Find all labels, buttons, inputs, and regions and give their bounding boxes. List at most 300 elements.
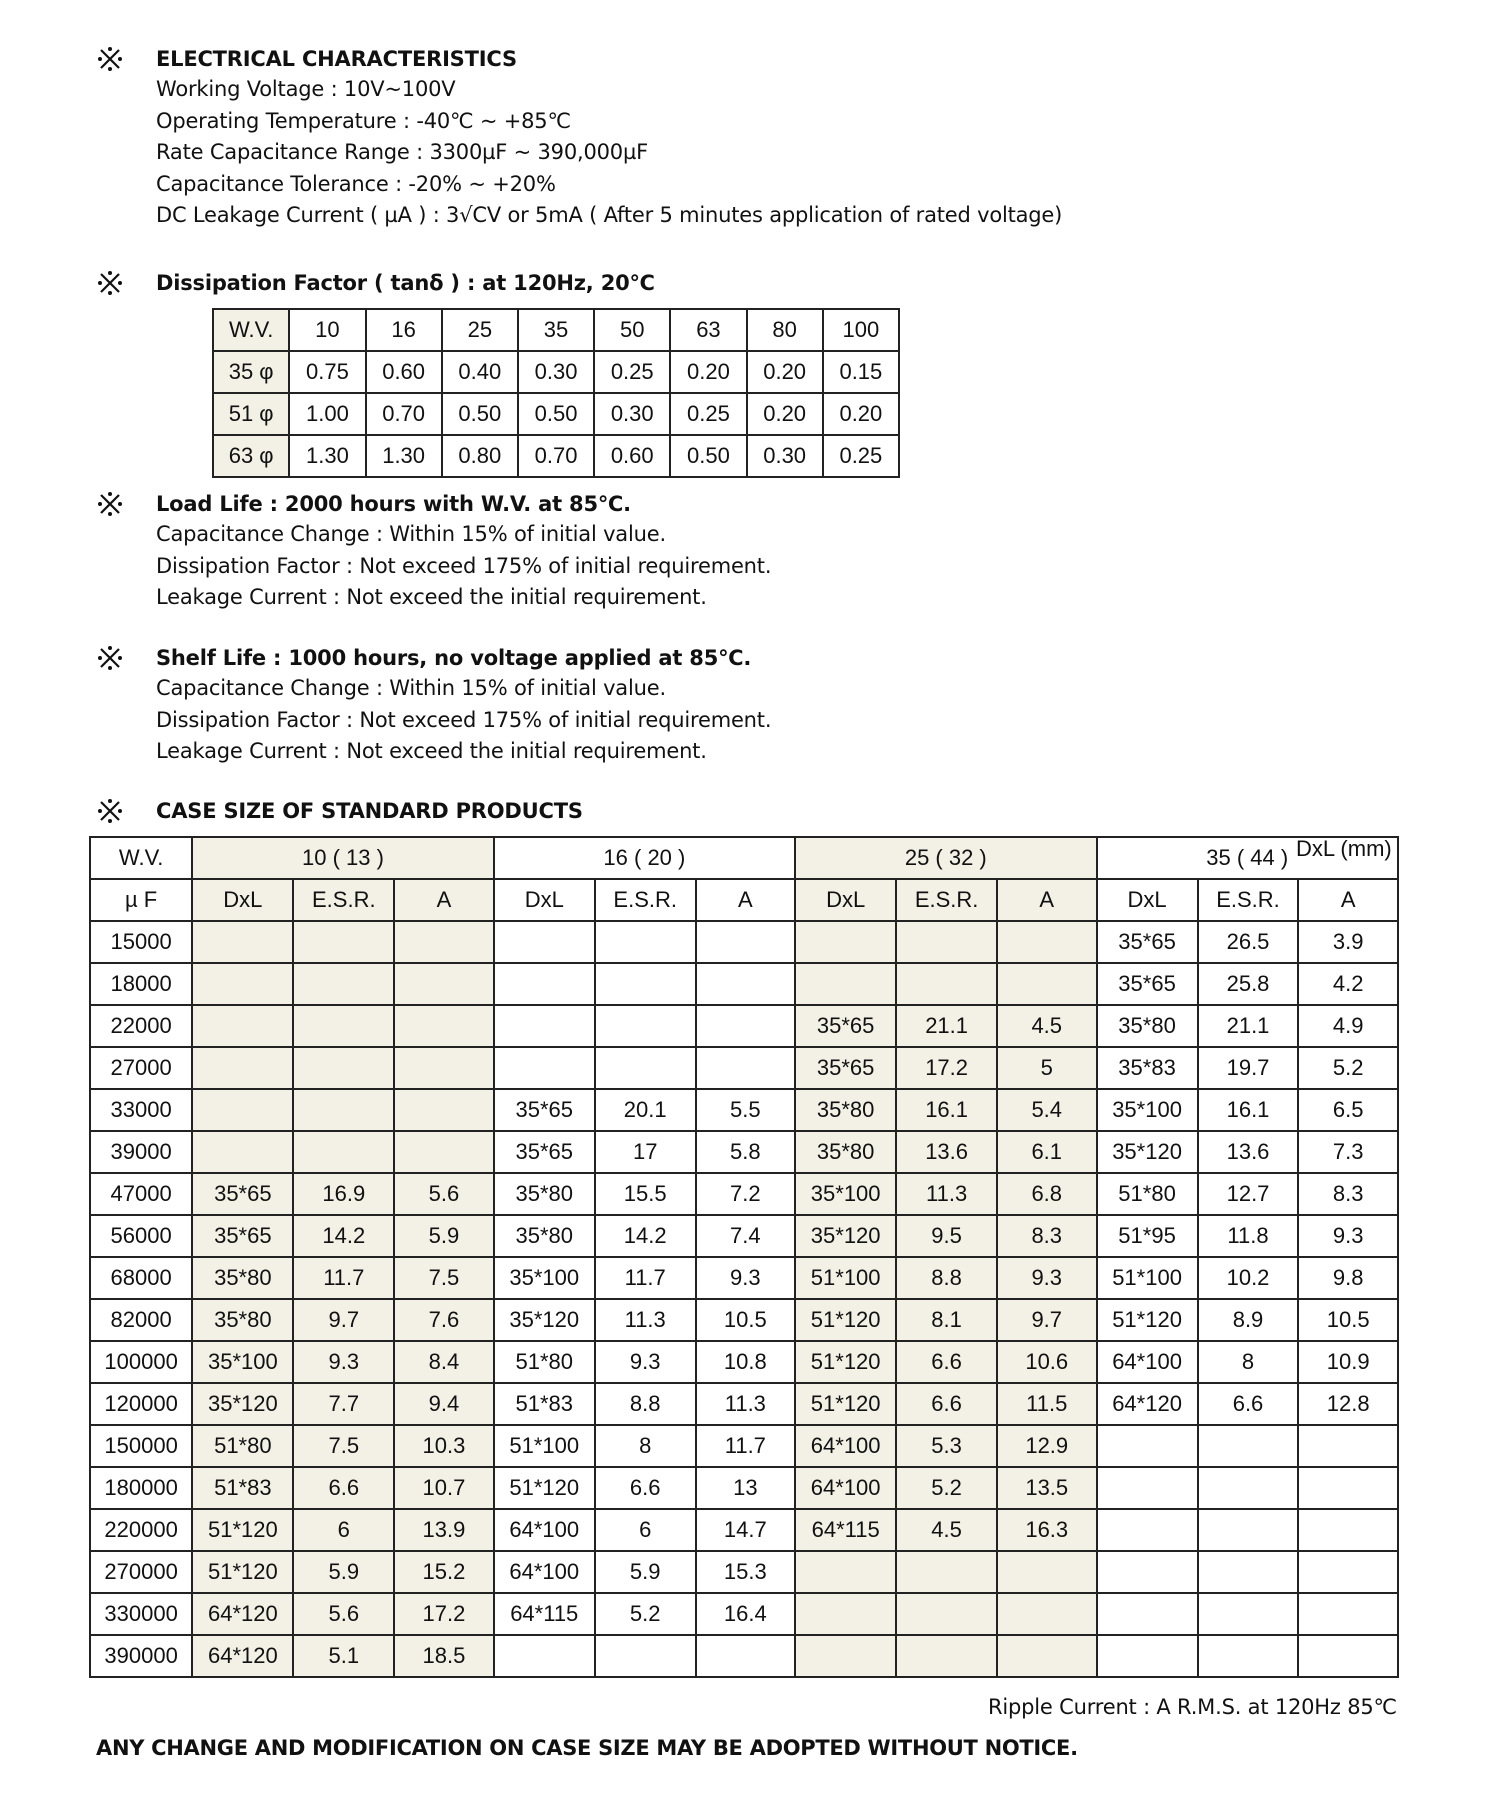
- table-cell: 8.3: [1298, 1173, 1398, 1215]
- table-cell: [997, 963, 1097, 1005]
- table-row: [213, 435, 899, 477]
- table-cell: 64*100: [1097, 1341, 1198, 1383]
- table-cell: 51*100: [795, 1257, 896, 1299]
- table-cell: 20.1: [595, 1089, 696, 1131]
- spec-line: Working Voltage : 10V~100V: [156, 77, 456, 101]
- table-cell: 9.3: [293, 1341, 394, 1383]
- uf-label-cell: µ F: [90, 879, 192, 921]
- table-cell: 35*120: [494, 1299, 595, 1341]
- table-cell: 5.1: [293, 1635, 394, 1677]
- table-cell: 11.8: [1198, 1215, 1299, 1257]
- subheader-cell: DxL: [1097, 879, 1198, 921]
- table-cell: 0.25: [670, 393, 746, 435]
- table-cell: 35 φ: [213, 351, 289, 393]
- table-row: [213, 393, 899, 435]
- spec-line: Capacitance Tolerance : -20% ~ +20%: [156, 171, 556, 196]
- table-cell: 51*83: [494, 1383, 595, 1425]
- table-cell: [293, 1131, 394, 1173]
- table-cell: 17.2: [394, 1593, 494, 1635]
- table-cell: 16.3: [997, 1509, 1097, 1551]
- table-row: [90, 1635, 1398, 1677]
- table-cell: [696, 1635, 796, 1677]
- spec-line: Capacitance Change : Within 15% of initial value.: [156, 676, 666, 700]
- table-cell: 9.7: [293, 1299, 394, 1341]
- subheader-cell: DxL: [192, 879, 293, 921]
- table-cell: 3.9: [1298, 921, 1398, 963]
- table-cell: 35*65: [795, 1005, 896, 1047]
- table-row: [90, 963, 1398, 1005]
- table-cell: [1298, 1593, 1398, 1635]
- spec-line: Rate Capacitance Range : 3300µF ~ 390,000µF: [156, 140, 648, 164]
- table-cell: 51*95: [1097, 1215, 1198, 1257]
- table-cell: 64*100: [795, 1425, 896, 1467]
- table-cell: 0.60: [366, 351, 442, 393]
- table-row: [90, 1593, 1398, 1635]
- table-cell: 51*120: [494, 1467, 595, 1509]
- table-cell: [1298, 1509, 1398, 1551]
- table-row: [90, 1551, 1398, 1593]
- table-row: [90, 1173, 1398, 1215]
- table-cell: [1298, 1467, 1398, 1509]
- table-cell: [997, 921, 1097, 963]
- table-cell: 35*80: [795, 1089, 896, 1131]
- subheader-cell: DxL: [494, 879, 595, 921]
- table-cell: [494, 1635, 595, 1677]
- table-row: [213, 351, 899, 393]
- table-cell: [896, 921, 997, 963]
- shelf-life-heading: Shelf Life : 1000 hours, no voltage applied at 85℃.: [156, 646, 752, 670]
- table-cell: 14.2: [595, 1215, 696, 1257]
- spec-line: Leakage Current : Not exceed the initial requirement.: [156, 739, 707, 763]
- table-cell: 64*100: [494, 1551, 595, 1593]
- table-cell: [1097, 1425, 1198, 1467]
- table-cell: [1198, 1467, 1299, 1509]
- table-cell: [1198, 1593, 1299, 1635]
- table-cell: 51*120: [795, 1383, 896, 1425]
- table-cell: 0.20: [747, 351, 823, 393]
- table-cell: 11.3: [696, 1383, 796, 1425]
- table-cell: 8.8: [595, 1383, 696, 1425]
- table-cell: [394, 1047, 494, 1089]
- table-cell: [293, 1005, 394, 1047]
- table-cell: [595, 1635, 696, 1677]
- table-cell: 6.8: [997, 1173, 1097, 1215]
- capacitance-cell: 33000: [90, 1089, 192, 1131]
- capacitance-cell: 220000: [90, 1509, 192, 1551]
- table-cell: 0.15: [823, 351, 899, 393]
- table-row: [90, 1383, 1398, 1425]
- table-cell: [795, 1593, 896, 1635]
- table-cell: 13: [696, 1467, 796, 1509]
- table-cell: 8.8: [896, 1257, 997, 1299]
- table-cell: 8.1: [896, 1299, 997, 1341]
- table-cell: 16.9: [293, 1173, 394, 1215]
- subheader-cell: E.S.R.: [896, 879, 997, 921]
- capacitance-cell: 56000: [90, 1215, 192, 1257]
- wv-label-cell: W.V.: [90, 837, 192, 879]
- table-cell: 0.30: [747, 435, 823, 477]
- table-cell: 15.5: [595, 1173, 696, 1215]
- table-cell: 10.5: [696, 1299, 796, 1341]
- table-cell: 6.1: [997, 1131, 1097, 1173]
- table-cell: 10.6: [997, 1341, 1097, 1383]
- unit-label: DxL (mm): [1296, 836, 1392, 861]
- table-cell: 64*120: [192, 1593, 293, 1635]
- table-cell: 25.8: [1198, 963, 1299, 1005]
- shelf-life-lines: [156, 673, 771, 768]
- table-cell: 13.6: [896, 1131, 997, 1173]
- table-cell: 35*65: [1097, 921, 1198, 963]
- subheader-cell: DxL: [795, 879, 896, 921]
- table-cell: 5.5: [696, 1089, 796, 1131]
- table-cell: 19.7: [1198, 1047, 1299, 1089]
- table-cell: 15.2: [394, 1551, 494, 1593]
- subheader-cell: E.S.R.: [1198, 879, 1299, 921]
- capacitance-cell: 15000: [90, 921, 192, 963]
- reference-mark-icon: [96, 797, 124, 825]
- header-cell: W.V.: [213, 309, 289, 351]
- table-cell: 64*120: [192, 1635, 293, 1677]
- table-cell: 4.9: [1298, 1005, 1398, 1047]
- subheader-cell: A: [1298, 879, 1398, 921]
- voltage-header-cell: 10 ( 13 ): [192, 837, 493, 879]
- table-cell: 6.6: [896, 1383, 997, 1425]
- table-cell: 35*100: [494, 1257, 595, 1299]
- table-cell: 6.6: [293, 1467, 394, 1509]
- table-cell: [1298, 1551, 1398, 1593]
- table-cell: [192, 1089, 293, 1131]
- voltage-header-cell: 16 ( 20 ): [494, 837, 795, 879]
- capacitance-cell: 27000: [90, 1047, 192, 1089]
- table-cell: [394, 1089, 494, 1131]
- table-cell: 5.9: [595, 1551, 696, 1593]
- table-cell: 10.5: [1298, 1299, 1398, 1341]
- table-cell: 0.25: [823, 435, 899, 477]
- table-cell: 4.5: [997, 1005, 1097, 1047]
- table-cell: 6.5: [1298, 1089, 1398, 1131]
- table-cell: 7.5: [394, 1257, 494, 1299]
- table-cell: 0.75: [289, 351, 365, 393]
- table-cell: 0.80: [442, 435, 518, 477]
- table-cell: 4.5: [896, 1509, 997, 1551]
- table-cell: 8.9: [1198, 1299, 1299, 1341]
- table-cell: 9.3: [997, 1257, 1097, 1299]
- table-header-row: [213, 309, 899, 351]
- capacitance-cell: 390000: [90, 1635, 192, 1677]
- table-cell: 14.2: [293, 1215, 394, 1257]
- table-cell: 7.3: [1298, 1131, 1398, 1173]
- case-size-heading: CASE SIZE OF STANDARD PRODUCTS: [156, 799, 583, 823]
- table-cell: [293, 921, 394, 963]
- table-cell: 5.6: [293, 1593, 394, 1635]
- reference-mark-icon: [96, 644, 124, 672]
- case-size-table: [89, 836, 1399, 1678]
- table-cell: 10.7: [394, 1467, 494, 1509]
- table-cell: 16.1: [1198, 1089, 1299, 1131]
- table-cell: [1298, 1425, 1398, 1467]
- electrical-heading: ELECTRICAL CHARACTERISTICS: [156, 47, 517, 71]
- capacitance-cell: 180000: [90, 1467, 192, 1509]
- table-row: [90, 921, 1398, 963]
- capacitance-cell: 39000: [90, 1131, 192, 1173]
- table-cell: 16.1: [896, 1089, 997, 1131]
- table-cell: 11.3: [896, 1173, 997, 1215]
- table-cell: [192, 1131, 293, 1173]
- table-cell: 64*115: [795, 1509, 896, 1551]
- table-cell: 0.40: [442, 351, 518, 393]
- table-cell: [394, 1131, 494, 1173]
- table-cell: 7.4: [696, 1215, 796, 1257]
- table-cell: 7.6: [394, 1299, 494, 1341]
- table-cell: [192, 1005, 293, 1047]
- table-cell: [192, 1047, 293, 1089]
- reference-mark-icon: [96, 269, 124, 297]
- header-cell: 80: [747, 309, 823, 351]
- table-cell: [394, 963, 494, 1005]
- spec-line: Operating Temperature : -40℃ ~ +85℃: [156, 108, 571, 133]
- table-cell: 18.5: [394, 1635, 494, 1677]
- table-cell: [293, 1089, 394, 1131]
- table-cell: 0.20: [747, 393, 823, 435]
- table-cell: 5.6: [394, 1173, 494, 1215]
- table-cell: 51*120: [795, 1299, 896, 1341]
- table-cell: 0.50: [670, 435, 746, 477]
- table-cell: 35*100: [795, 1173, 896, 1215]
- table-cell: 9.8: [1298, 1257, 1398, 1299]
- table-cell: 5: [997, 1047, 1097, 1089]
- table-cell: 7.2: [696, 1173, 796, 1215]
- table-cell: 35*80: [494, 1215, 595, 1257]
- table-cell: 35*65: [494, 1131, 595, 1173]
- table-cell: 9.5: [896, 1215, 997, 1257]
- table-cell: [896, 1593, 997, 1635]
- table-cell: 12.9: [997, 1425, 1097, 1467]
- capacitance-cell: 270000: [90, 1551, 192, 1593]
- subheader-cell: E.S.R.: [293, 879, 394, 921]
- capacitance-cell: 18000: [90, 963, 192, 1005]
- table-cell: 9.4: [394, 1383, 494, 1425]
- table-cell: 35*65: [192, 1215, 293, 1257]
- table-row: [90, 1131, 1398, 1173]
- table-cell: 35*120: [795, 1215, 896, 1257]
- subheader-cell: A: [997, 879, 1097, 921]
- load-life-heading: Load Life : 2000 hours with W.V. at 85℃.: [156, 492, 631, 516]
- table-cell: [494, 1047, 595, 1089]
- table-cell: [192, 963, 293, 1005]
- capacitance-cell: 68000: [90, 1257, 192, 1299]
- table-cell: [696, 963, 796, 1005]
- table-cell: 35*120: [1097, 1131, 1198, 1173]
- table-cell: 51*80: [494, 1341, 595, 1383]
- table-cell: 35*80: [192, 1299, 293, 1341]
- table-cell: 51*100: [494, 1425, 595, 1467]
- table-cell: 1.30: [366, 435, 442, 477]
- table-cell: 8.3: [997, 1215, 1097, 1257]
- table-cell: 35*120: [192, 1383, 293, 1425]
- table-cell: 7.5: [293, 1425, 394, 1467]
- table-cell: 35*65: [795, 1047, 896, 1089]
- table-cell: 51*120: [192, 1551, 293, 1593]
- table-cell: 8: [595, 1425, 696, 1467]
- table-cell: 5.2: [1298, 1047, 1398, 1089]
- spec-line: Capacitance Change : Within 15% of initial value.: [156, 522, 666, 546]
- table-cell: 17.2: [896, 1047, 997, 1089]
- capacitance-cell: 100000: [90, 1341, 192, 1383]
- table-cell: [494, 921, 595, 963]
- table-cell: 35*65: [494, 1089, 595, 1131]
- table-cell: [1298, 1635, 1398, 1677]
- voltage-header-row: [90, 837, 1398, 879]
- notice-text: ANY CHANGE AND MODIFICATION ON CASE SIZE MAY BE ADOPTED WITHOUT NOTICE.: [96, 1736, 1078, 1760]
- table-cell: 51*100: [1097, 1257, 1198, 1299]
- load-life-lines: [156, 519, 771, 614]
- capacitance-cell: 82000: [90, 1299, 192, 1341]
- table-cell: 6.6: [896, 1341, 997, 1383]
- table-cell: 5.2: [595, 1593, 696, 1635]
- table-cell: 9.3: [595, 1341, 696, 1383]
- table-cell: 0.30: [518, 351, 594, 393]
- table-cell: 51*120: [192, 1509, 293, 1551]
- header-cell: 16: [366, 309, 442, 351]
- table-cell: 17: [595, 1131, 696, 1173]
- table-cell: [1097, 1551, 1198, 1593]
- table-cell: [394, 921, 494, 963]
- table-cell: [1097, 1593, 1198, 1635]
- table-cell: 0.50: [518, 393, 594, 435]
- table-row: [90, 1215, 1398, 1257]
- table-cell: [896, 1551, 997, 1593]
- table-cell: 51 φ: [213, 393, 289, 435]
- voltage-header-cell: 35 ( 44 ): [1097, 837, 1399, 879]
- table-cell: 1.00: [289, 393, 365, 435]
- table-cell: 35*83: [1097, 1047, 1198, 1089]
- table-cell: 11.7: [293, 1257, 394, 1299]
- table-cell: [896, 1635, 997, 1677]
- table-cell: [595, 963, 696, 1005]
- header-cell: 63: [670, 309, 746, 351]
- reference-mark-icon: [96, 490, 124, 518]
- table-cell: 51*80: [1097, 1173, 1198, 1215]
- table-cell: 9.3: [696, 1257, 796, 1299]
- table-row: [90, 1425, 1398, 1467]
- table-row: [90, 1089, 1398, 1131]
- table-cell: [896, 963, 997, 1005]
- table-cell: [293, 1047, 394, 1089]
- reference-mark-icon: [96, 45, 124, 73]
- table-cell: 1.30: [289, 435, 365, 477]
- table-cell: 16.4: [696, 1593, 796, 1635]
- table-cell: 6: [293, 1509, 394, 1551]
- table-cell: 64*120: [1097, 1383, 1198, 1425]
- header-cell: 10: [289, 309, 365, 351]
- table-cell: 35*100: [1097, 1089, 1198, 1131]
- table-cell: 21.1: [896, 1005, 997, 1047]
- table-cell: [1097, 1635, 1198, 1677]
- table-cell: [795, 921, 896, 963]
- table-cell: [1198, 1509, 1299, 1551]
- table-cell: 35*100: [192, 1341, 293, 1383]
- table-cell: [293, 963, 394, 1005]
- table-cell: 5.2: [896, 1467, 997, 1509]
- table-cell: [795, 1551, 896, 1593]
- table-cell: [494, 1005, 595, 1047]
- table-cell: 26.5: [1198, 921, 1299, 963]
- table-cell: 51*120: [795, 1341, 896, 1383]
- table-cell: 10.8: [696, 1341, 796, 1383]
- subheader-cell: E.S.R.: [595, 879, 696, 921]
- subheader-cell: A: [394, 879, 494, 921]
- spec-line: DC Leakage Current ( µA ) : 3√CV or 5mA ( After 5 minutes application of rated voltage): [156, 203, 1063, 227]
- table-cell: 5.8: [696, 1131, 796, 1173]
- table-cell: [795, 1635, 896, 1677]
- table-cell: 35*65: [192, 1173, 293, 1215]
- capacitance-cell: 47000: [90, 1173, 192, 1215]
- table-cell: [795, 963, 896, 1005]
- ripple-current-note: Ripple Current : A R.M.S. at 120Hz 85℃: [988, 1695, 1397, 1719]
- table-cell: 13.6: [1198, 1131, 1299, 1173]
- table-cell: 10.2: [1198, 1257, 1299, 1299]
- table-cell: 0.60: [594, 435, 670, 477]
- table-cell: 5.9: [394, 1215, 494, 1257]
- table-cell: 10.9: [1298, 1341, 1398, 1383]
- table-cell: 10.3: [394, 1425, 494, 1467]
- header-cell: 50: [594, 309, 670, 351]
- table-row: [90, 1257, 1398, 1299]
- table-cell: [494, 963, 595, 1005]
- spec-line: Dissipation Factor : Not exceed 175% of initial requirement.: [156, 553, 772, 578]
- table-cell: 9.3: [1298, 1215, 1398, 1257]
- table-cell: 11.5: [997, 1383, 1097, 1425]
- table-cell: 12.7: [1198, 1173, 1299, 1215]
- table-cell: 0.30: [594, 393, 670, 435]
- table-cell: [696, 921, 796, 963]
- table-cell: [1198, 1425, 1299, 1467]
- table-cell: 14.7: [696, 1509, 796, 1551]
- table-cell: 5.9: [293, 1551, 394, 1593]
- table-cell: 35*65: [1097, 963, 1198, 1005]
- table-cell: 21.1: [1198, 1005, 1299, 1047]
- table-cell: 6.6: [595, 1467, 696, 1509]
- table-cell: 15.3: [696, 1551, 796, 1593]
- table-cell: 5.3: [896, 1425, 997, 1467]
- table-cell: [997, 1635, 1097, 1677]
- table-cell: 0.70: [518, 435, 594, 477]
- table-cell: 51*120: [1097, 1299, 1198, 1341]
- table-cell: [997, 1551, 1097, 1593]
- table-cell: [1097, 1467, 1198, 1509]
- table-cell: 51*83: [192, 1467, 293, 1509]
- subheader-cell: A: [696, 879, 796, 921]
- table-cell: 0.25: [594, 351, 670, 393]
- subheader-row: [90, 879, 1398, 921]
- table-row: [90, 1047, 1398, 1089]
- voltage-header-cell: 25 ( 32 ): [795, 837, 1096, 879]
- table-cell: 6.6: [1198, 1383, 1299, 1425]
- table-cell: [696, 1005, 796, 1047]
- table-cell: 7.7: [293, 1383, 394, 1425]
- table-cell: 11.3: [595, 1299, 696, 1341]
- capacitance-cell: 120000: [90, 1383, 192, 1425]
- table-cell: [394, 1005, 494, 1047]
- dissipation-heading: Dissipation Factor ( tanδ ) : at 120Hz, 20℃: [156, 271, 655, 295]
- table-cell: 64*100: [494, 1509, 595, 1551]
- header-cell: 25: [442, 309, 518, 351]
- table-cell: [595, 1047, 696, 1089]
- table-cell: 6: [595, 1509, 696, 1551]
- table-cell: 35*80: [795, 1131, 896, 1173]
- table-cell: 51*80: [192, 1425, 293, 1467]
- table-cell: 9.7: [997, 1299, 1097, 1341]
